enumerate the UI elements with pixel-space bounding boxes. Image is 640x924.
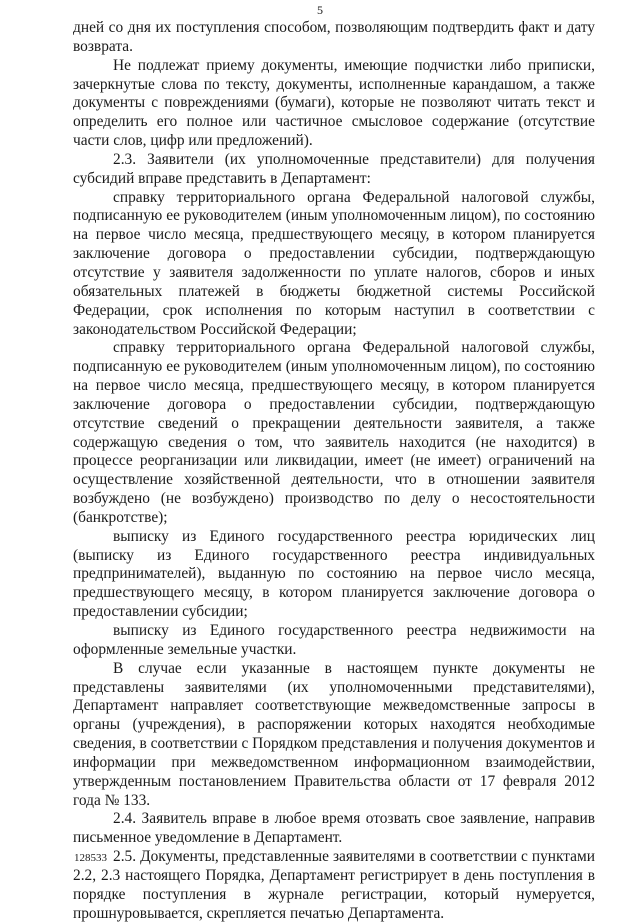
paragraph-section-2-3: 2.3. Заявители (их уполномоченные представители) для получения субсидий вправе представить в Департамент: — [73, 150, 595, 187]
document-code: 128533 — [74, 852, 107, 864]
paragraph-rejection-rules: Не подлежат приему документы, имеющие подчистки либо приписки, зачеркнутые слова по тексту, документы, исполненные карандашом, а также документы с повреждениями (бумаги), которые не позволяют читать текст и определить его полное или частичное смысловое содержание (отсутствие части слов, цифр или предложений). — [73, 56, 595, 150]
paragraph-section-2-4: 2.4. Заявитель вправе в любое время отозвать свое заявление, направив письменное уведомление в Департамент. — [73, 810, 595, 847]
paragraph-land-extract: выписку из Единого государственного реестра недвижимости на оформленные земельные участки. — [73, 622, 595, 658]
document-body — [73, 19, 595, 924]
paragraph-registry-extract: выписку из Единого государственного реестра юридических лиц (выписку из Единого государственного реестра индивидуальных предпринимателей), выданную по состоянию на первое число месяца, предшествующего месяцу, в котором планируется заключение договора о предоставлении субсидии; — [73, 527, 595, 621]
paragraph-tax-certificate: справку территориального органа Федеральной налоговой службы, подписанную ее руководителем (иным уполномоченным лицом), по состоянию на первое число месяца, предшествующего месяцу, в котором планируется заключение договора о предоставлении субсидии, подтверждающую отсутствие у заявителя задолженности по уплате налогов, сборов и иных обязательных платежей в бюджеты бюджетной системы Российской Федерации, срок исполнения по которым наступил в соответствии с законодательством Российской Федерации; — [73, 188, 595, 338]
paragraph-section-2-5: 2.5. Документы, представленные заявителями в соответствии с пунктами 2.2, 2.3 настоящего Порядка, Департамент регистрирует в день поступления в порядке поступления в журнале регистрации, который нумеруется, прошнуровывается, скрепляется печатью Департамента. — [73, 848, 595, 922]
page-number: 5 — [317, 3, 323, 17]
paragraph-interagency-requests: В случае если указанные в настоящем пункте документы не представлены заявителями (их уполномоченными представителями), Департамент направляет соответствующие межведомственные запросы в органы (учреждения), в распоряжении которых находятся необходимые сведения, в соответствии с Порядком представления и получения документов и информации при межведомственном информационном взаимодействии, утвержденным постановлением Правительства области от 17 февраля 2012 года № 133. — [73, 659, 596, 809]
paragraph-continuation: дней со дня их поступления способом, позволяющим подтвердить факт и дату возврата. — [73, 19, 595, 55]
paragraph-activity-certificate: справку территориального органа Федеральной налоговой службы, подписанную ее руководителем (иным уполномоченным лицом), по состоянию на первое число месяца, предшествующего месяцу, в котором планируется заключение договора о предоставлении субсидии, подтверждающую отсутствие сведений о прекращении деятельности заявителя, а также содержащую сведения о том, что заявитель находится (не находится) в процессе реорганизации или ликвидации, имеет (не имеет) ограничений на осуществление хозяйственной деятельности, что в отношении заявителя возбуждено (не возбуждено) производство по делу о несостоятельности (банкротстве); — [73, 339, 595, 526]
